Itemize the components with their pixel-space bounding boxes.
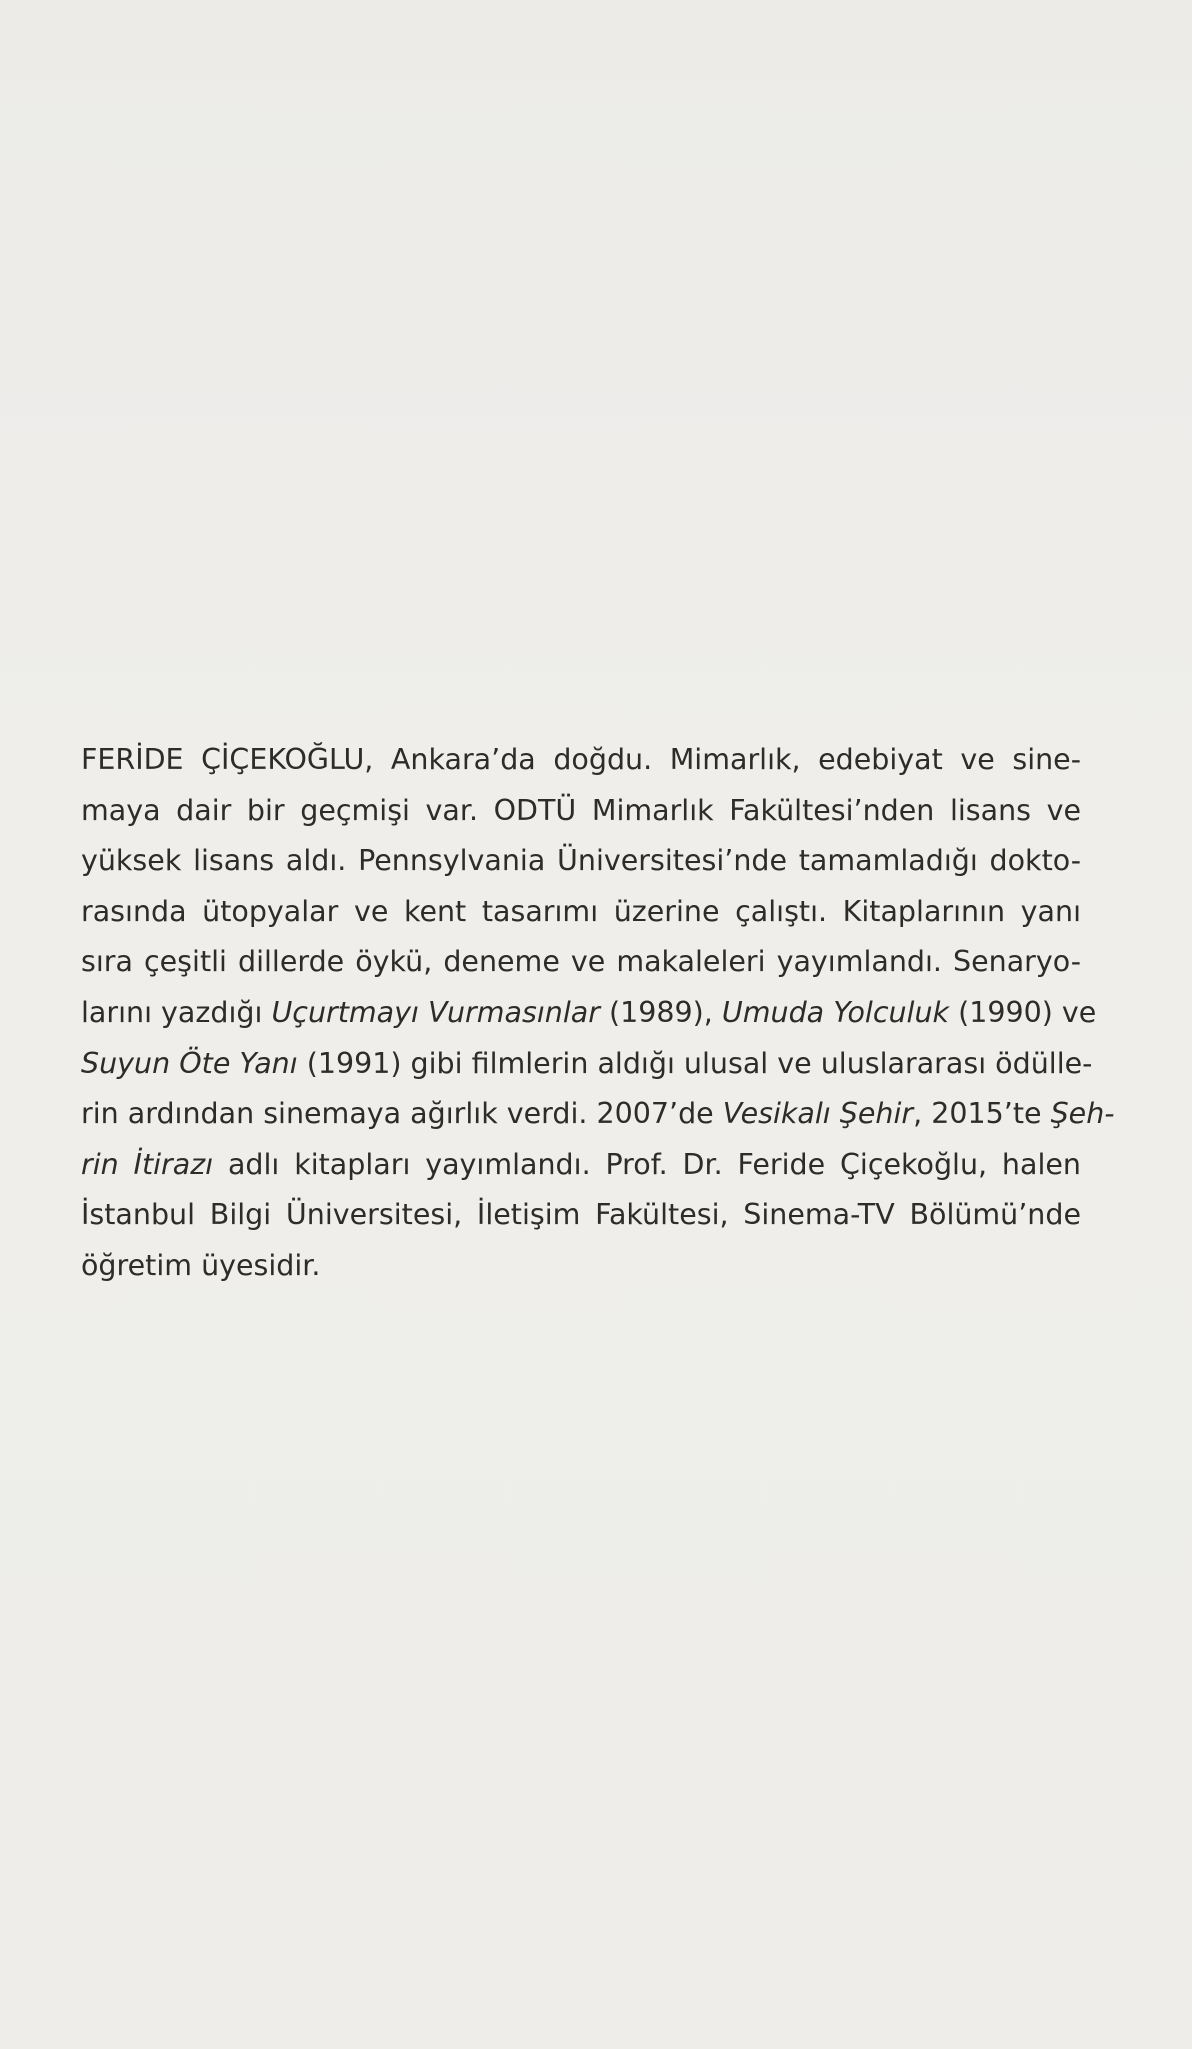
bio-line: rin ardından sinemaya ağırlık verdi. 2007’de Vesikalı Şehir, 2015’te Şeh- xyxy=(81,1097,1115,1131)
bio-line: FERİDE ÇİÇEKOĞLU, Ankara’da doğdu. Mimarlık, edebiyat ve sine- xyxy=(81,743,1081,776)
bio-line: rin İtirazı adlı kitapları yayımlandı. Prof. Dr. Feride Çiçekoğlu, halen xyxy=(81,1147,1081,1181)
book-title: Vesikalı Şehir xyxy=(722,1097,914,1131)
bio-line: larını yazdığı Uçurtmayı Vurmasınlar (1989), Umuda Yolculuk (1990) ve xyxy=(81,995,1097,1029)
bio-line: yüksek lisans aldı. Pennsylvania Üniversitesi’nde tamamladığı dokto- xyxy=(81,844,1081,878)
book-title: Şeh- xyxy=(1050,1097,1115,1131)
bio-line: maya dair bir geçmişi var. ODTÜ Mimarlık Fakültesi’nden lisans ve xyxy=(81,793,1081,827)
bio-line: rasında ütopyalar ve kent tasarımı üzerine çalıştı. Kitaplarının yanı xyxy=(81,894,1081,928)
film-title: Uçurtmayı Vurmasınlar xyxy=(271,995,600,1029)
film-title: Umuda Yolculuk xyxy=(721,995,950,1029)
bio-line: öğretim üyesidir. xyxy=(81,1248,321,1282)
bio-line: İstanbul Bilgi Üniversitesi, İletişim Fakültesi, Sinema-TV Bölümü’nde xyxy=(81,1198,1081,1232)
bio-line: Suyun Öte Yanı (1991) gibi filmlerin aldığı ulusal ve uluslararası ödülle- xyxy=(81,1046,1093,1080)
author-bio xyxy=(81,735,1115,1292)
bio-line: sıra çeşitli dillerde öykü, deneme ve makaleleri yayımlandı. Senaryo- xyxy=(81,945,1081,979)
book-title: rin İtirazı xyxy=(81,1147,214,1181)
film-title: Suyun Öte Yanı xyxy=(81,1046,298,1080)
